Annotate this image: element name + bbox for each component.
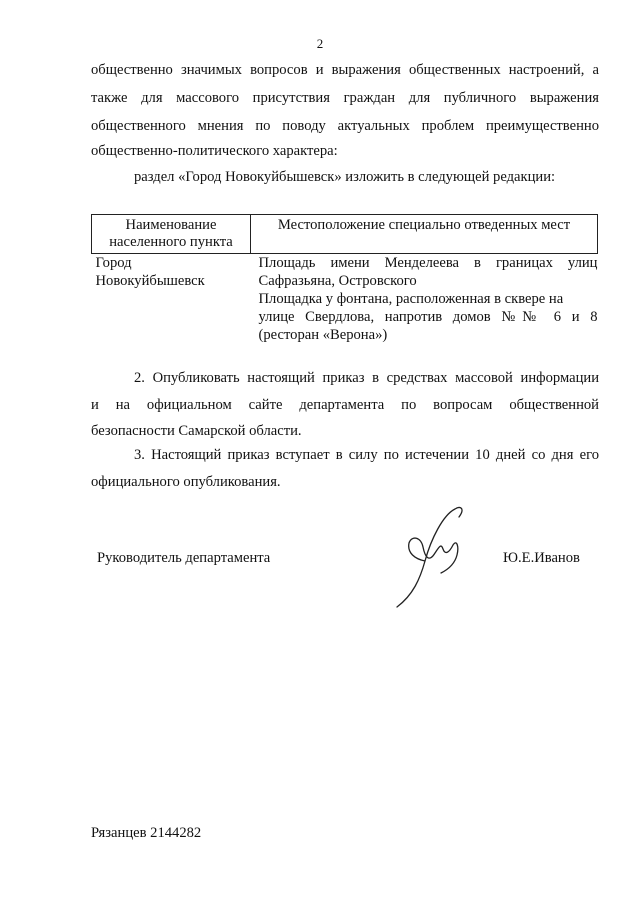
page-number: 2 (316, 36, 324, 51)
item-3-line-1: 3. Настоящий приказ вступает в силу по истечении 10 дней со дня его (134, 447, 599, 463)
location-line: (ресторан «Верона») (258, 327, 388, 343)
signatory-name: Ю.Е.Иванов (503, 550, 580, 566)
settlement-line-2: Новокуйбышевск (95, 273, 205, 289)
header-settlement (92, 215, 251, 254)
paragraph-1-line-2: также для массового присутствия граждан для публичного выражения (91, 90, 599, 106)
cell-location (251, 254, 598, 345)
table-row (92, 254, 598, 345)
cell-settlement (92, 254, 251, 345)
header-settlement-line-1: Наименование (125, 217, 217, 233)
table-header-row (92, 215, 598, 254)
places-table (91, 214, 598, 344)
item-2-line-1: 2. Опубликовать настоящий приказ в средствах массовой информации (134, 370, 599, 386)
item-2-line-3: безопасности Самарской области. (91, 423, 302, 439)
paragraph-2: раздел «Город Новокуйбышевск» изложить в следующей редакции: (134, 169, 556, 185)
executor-footer: Рязанцев 2144282 (91, 825, 202, 841)
handwritten-signature-icon (385, 503, 475, 613)
location-line: улице Свердлова, напротив домов №№ 6 и 8 (258, 309, 598, 325)
paragraph-1-line-3: общественного мнения по поводу актуальных проблем преимущественно (91, 118, 599, 134)
header-settlement-line-2: населенного пункта (109, 234, 233, 250)
paragraph-1-line-4: общественно-политического характера: (91, 143, 338, 159)
settlement-line-1: Город (95, 255, 132, 271)
header-location: Местоположение специально отведенных мест (251, 215, 598, 254)
item-2-line-2: и на официальном сайте департамента по вопросам общественной (91, 397, 599, 413)
item-3-line-2: официального опубликования. (91, 474, 281, 490)
location-line: Сафразьяна, Островского (258, 273, 417, 289)
location-line: Площадь имени Менделеева в границах улиц (258, 255, 598, 271)
signatory-position: Руководитель департамента (97, 550, 271, 566)
location-line: Площадка у фонтана, расположенная в сквере на (258, 291, 564, 307)
paragraph-1-line-1: общественно значимых вопросов и выражения общественных настроений, а (91, 62, 599, 78)
